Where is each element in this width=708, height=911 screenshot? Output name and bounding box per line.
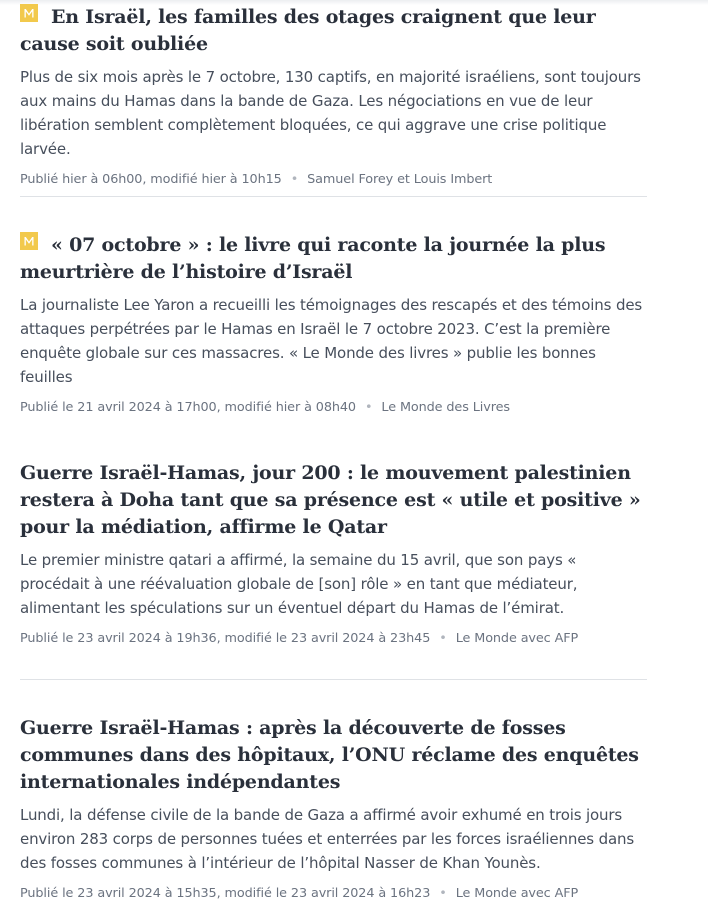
article-author: Le Monde avec AFP	[455, 631, 579, 646]
meta-separator-dot: •	[364, 400, 373, 415]
article-meta	[20, 171, 647, 189]
article-date: Publié le 23 avril 2024 à 19h36, modifié le 23 avril 2024 à 23h45	[20, 631, 431, 646]
article-author: Le Monde des Livres	[381, 400, 510, 415]
meta-separator-dot: •	[439, 886, 447, 901]
article-card[interactable]	[20, 232, 647, 417]
article-summary: La journaliste Lee Yaron a recueilli les témoignages des rescapés et des témoins des attaques perpétrées par le Hamas en Israël le 7 octobre 2023. C’est la première enquête globale sur ces massacres. « Le Monde des livres » publie les bonnes feuilles	[20, 296, 643, 386]
meta-separator-dot: •	[290, 172, 299, 187]
premium-icon	[20, 232, 38, 250]
article-summary: Lundi, la défense civile de la bande de Gaza a affirmé avoir exhumé en trois jours environ 283 corps de personnes tuées et enterrées par les forces israéliennes dans des fosses communes à l’intérieur de l’hôpital Nasser de Khan Younès.	[20, 806, 635, 872]
article-headline-text: « 07 octobre » : le livre qui raconte la journée la plus meurtrière de l’histoire d’Israël	[20, 234, 606, 283]
article-headline[interactable]: Guerre Israël-Hamas, jour 200 : le mouvement palestinien restera à Doha tant que sa présence est « utile et positive » pour la médiation, affirme le Qatar	[20, 462, 641, 538]
article-card[interactable]	[20, 715, 647, 903]
article-meta	[20, 399, 647, 417]
article-divider	[20, 679, 647, 680]
article-summary: Le premier ministre qatari a affirmé, la semaine du 15 avril, que son pays « procédait à une réévaluation globale de [son] rôle » en tant que médiateur, alimentant les spéculations sur un éventuel départ du Hamas de l’émirat.	[20, 551, 578, 617]
article-meta	[20, 630, 647, 648]
article-summary: Plus de six mois après le 7 octobre, 130 captifs, en majorité israéliens, sont toujours aux mains du Hamas dans la bande de Gaza. Les négociations en vue de leur libération semblent complètement bloquées, ce qui aggrave une crise politique larvée.	[20, 68, 641, 158]
article-date: Publié hier à 06h00, modifié hier à 10h15	[20, 172, 282, 187]
article-meta	[20, 885, 647, 903]
premium-icon	[20, 4, 38, 22]
article-author: Le Monde avec AFP	[455, 886, 579, 901]
article-date: Publié le 21 avril 2024 à 17h00, modifié hier à 08h40	[20, 400, 356, 415]
article-headline[interactable]	[20, 232, 647, 286]
article-card[interactable]	[20, 460, 647, 648]
article-divider	[20, 196, 647, 197]
article-headline[interactable]	[20, 4, 647, 58]
article-card[interactable]	[20, 4, 647, 189]
article-headline[interactable]: Guerre Israël-Hamas : après la découverte de fosses communes dans des hôpitaux, l’ONU réclame des enquêtes internationales indépendantes	[20, 717, 639, 793]
article-author: Samuel Forey et Louis Imbert	[307, 172, 493, 187]
meta-separator-dot: •	[439, 631, 447, 646]
article-date: Publié le 23 avril 2024 à 15h35, modifié le 23 avril 2024 à 16h23	[20, 886, 431, 901]
article-headline-text: En Israël, les familles des otages craignent que leur cause soit oubliée	[20, 6, 596, 55]
